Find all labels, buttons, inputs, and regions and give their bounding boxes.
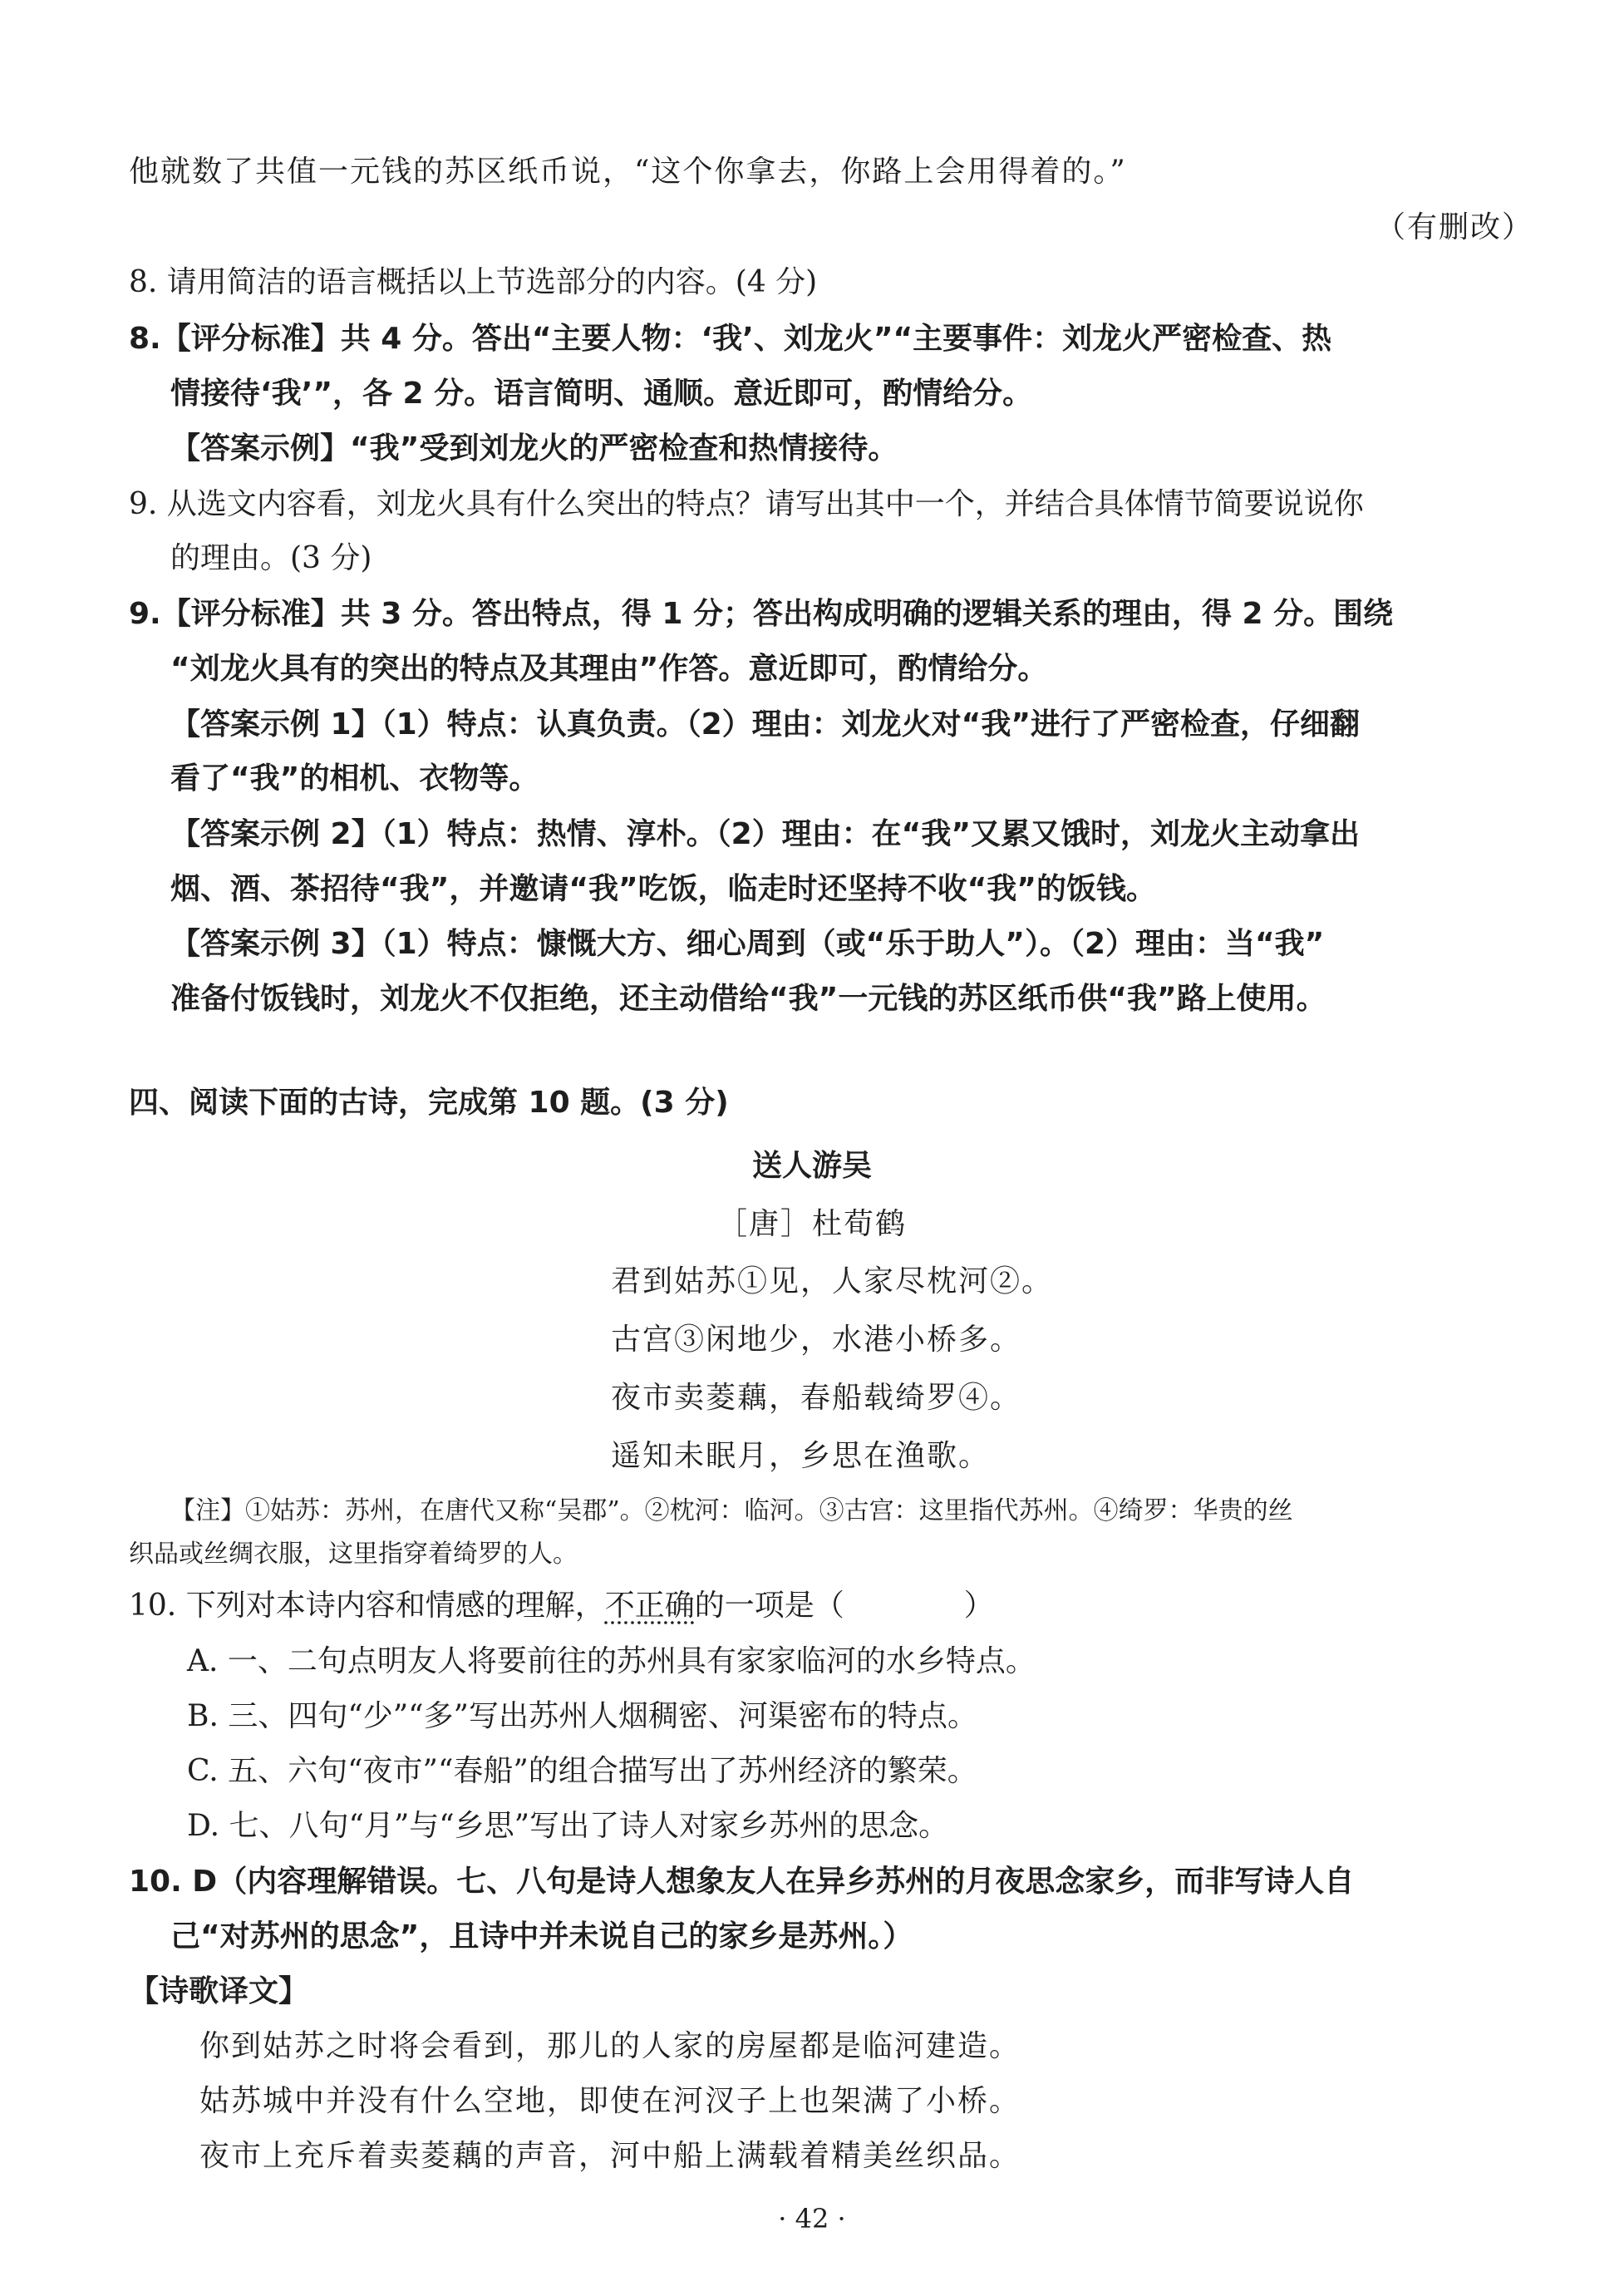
q8-question: 8. 请用简洁的语言概括以上节选部分的内容。(4 分)	[129, 265, 818, 299]
poem-title: 送人游吴	[751, 1149, 872, 1183]
q9-standard-line2: “刘龙火具有的突出的特点及其理由”作答。意近即可，酌情给分。	[170, 652, 1048, 686]
translation-line: 你到姑苏之时将会看到，那儿的人家的房屋都是临河建造。	[199, 2029, 1021, 2063]
poem-line: 古宫③闲地少，水港小桥多。	[611, 1323, 1022, 1357]
q10-option-b: B. 三、四句“少”“多”写出苏州人烟稠密、河渠密布的特点。	[187, 1699, 977, 1733]
page-number: · 42 ·	[778, 2203, 846, 2234]
translation-line: 夜市上充斥着卖菱藕的声音，河中船上满载着精美丝织品。	[199, 2139, 1021, 2173]
q9-standard-line1: 9.【评分标准】共 3 分。答出特点，得 1 分；答出构成明确的逻辑关系的理由，得 2 分。围绕	[129, 597, 1394, 631]
q8-standard-line1: 8.【评分标准】共 4 分。答出“主要人物：‘我’、刘龙火”“主要事件：刘龙火严密检查、热	[129, 322, 1332, 356]
q10-option-a: A. 一、二句点明友人将要前往的苏州具有家家临河的水乡特点。	[187, 1644, 1036, 1678]
poem-line: 君到姑苏①见，人家尽枕河②。	[611, 1264, 1054, 1298]
q8-answer-example: 【答案示例】“我”受到刘龙火的严密检查和热情接待。	[170, 431, 898, 466]
q10-answer-line1: 10. D（内容理解错误。七、八句是诗人想象友人在异乡苏州的月夜思念家乡，而非写诗人自	[129, 1865, 1355, 1899]
translation-line: 姑苏城中并没有什么空地，即使在河汊子上也架满了小桥。	[199, 2084, 1021, 2118]
q9-example1-line2: 看了“我”的相机、衣物等。	[170, 761, 539, 796]
q9-example2-line2: 烟、酒、茶招待“我”，并邀请“我”吃饭，临走时还坚持不收“我”的饭钱。	[170, 872, 1156, 906]
q9-example1-line1: 【答案示例 1】（1）特点：认真负责。（2）理由：刘龙火对“我”进行了严密检查，仔细翻	[170, 707, 1361, 742]
q9-example3-line2: 准备付饭钱时，刘龙火不仅拒绝，还主动借给“我”一元钱的苏区纸币供“我”路上使用。	[170, 982, 1326, 1016]
translation-heading: 【诗歌译文】	[129, 1974, 309, 2008]
q10-answer-line2: 己“对苏州的思念”，且诗中并未说自己的家乡是苏州。）	[170, 1919, 913, 1954]
q8-standard-line2: 情接待‘我’”，各 2 分。语言简明、通顺。意近即可，酌情给分。	[170, 377, 1033, 411]
section4-heading: 四、阅读下面的古诗，完成第 10 题。(3 分)	[129, 1086, 729, 1120]
source-note: （有删改）	[1375, 210, 1534, 244]
poem-note-line1: 【注】①姑苏：苏州，在唐代又称“吴郡”。②枕河：临河。③古宫：这里指代苏州。④绮罗：华贵的丝	[170, 1496, 1293, 1525]
q9-example3-line1: 【答案示例 3】（1）特点：慷慨大方、细心周到（或“乐于助人”）。（2）理由：当“我”	[170, 927, 1325, 961]
q10-option-d: D. 七、八句“月”与“乡思”写出了诗人对家乡苏州的思念。	[187, 1809, 949, 1843]
q10-question	[129, 1588, 994, 1623]
poem-note-line2: 织品或丝绸衣服，这里指穿着绮罗的人。	[129, 1540, 578, 1569]
q9-question-line2: 的理由。(3 分)	[170, 541, 372, 575]
q10-option-c: C. 五、六句“夜市”“春船”的组合描写出了苏州经济的繁荣。	[187, 1754, 977, 1788]
q9-question-line1: 9. 从选文内容看，刘龙火具有什么突出的特点？请写出其中一个，并结合具体情节简要说说你	[129, 487, 1364, 521]
poem-author: ［唐］杜荀鹤	[716, 1207, 907, 1241]
poem-line: 夜市卖菱藕，春船载绮罗④。	[611, 1381, 1022, 1415]
passage-continuation: 他就数了共值一元钱的苏区纸币说，“这个你拿去，你路上会用得着的。”	[129, 155, 1127, 189]
poem-line: 遥知未眠月，乡思在渔歌。	[611, 1439, 991, 1473]
q9-example2-line1: 【答案示例 2】（1）特点：热情、淳朴。（2）理由：在“我”又累又饿时，刘龙火主动拿出	[170, 817, 1361, 851]
q10-question-prefix: 10. 下列对本诗内容和情感的理解，	[129, 1589, 605, 1623]
q10-question-emphasis: 不正确	[604, 1589, 695, 1623]
q10-question-suffix: 的一项是（ ）	[694, 1589, 994, 1623]
